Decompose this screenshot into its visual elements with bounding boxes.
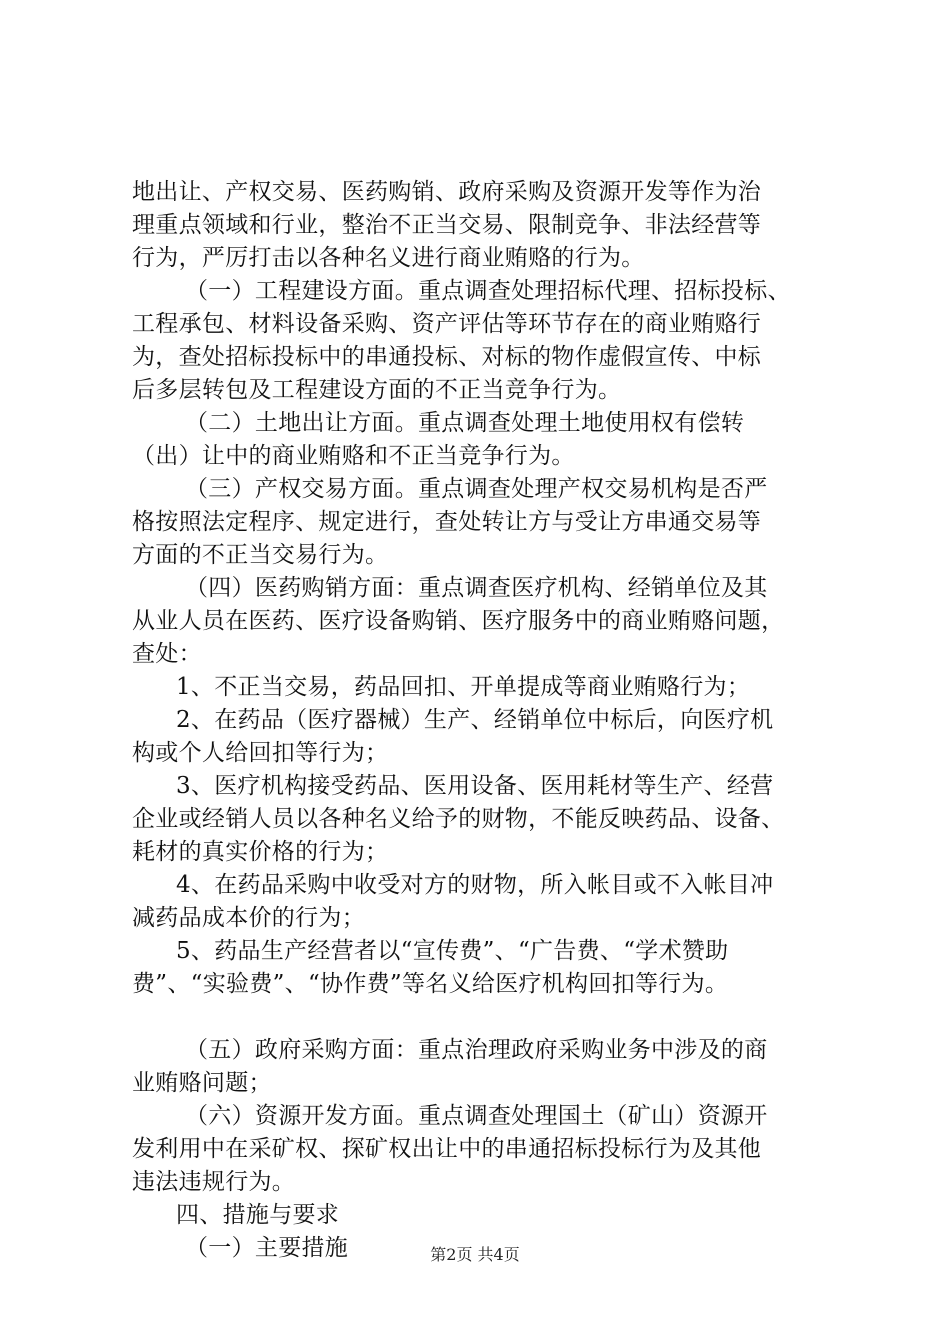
- text-line: 理重点领域和行业，整治不正当交易、限制竞争、非法经营等: [132, 212, 762, 238]
- text-line: 查处：: [132, 641, 202, 667]
- subsection-heading: （一）主要措施: [185, 1235, 349, 1261]
- text-line: 地出让、产权交易、医药购销、政府采购及资源开发等作为治: [132, 179, 762, 205]
- text-line: 违法违规行为。: [132, 1169, 296, 1195]
- document-body: [132, 176, 832, 1265]
- text-line: 从业人员在医药、医疗设备购销、医疗服务中的商业贿赂问题，: [132, 608, 785, 634]
- text-line: 为，查处招标投标中的串通投标、对标的物作虚假宣传、中标: [132, 344, 762, 370]
- text-line: 费”、“实验费”、“协作费”等名义给医疗机构回扣等行为。: [132, 971, 729, 997]
- text-line: 1、不正当交易，药品回扣、开单提成等商业贿赂行为；: [176, 674, 751, 700]
- text-line: 减药品成本价的行为；: [132, 905, 365, 931]
- text-line: （四）医药购销方面：重点调查医疗机构、经销单位及其: [185, 575, 768, 601]
- text-line: （六）资源开发方面。重点调查处理国土（矿山）资源开: [185, 1103, 768, 1129]
- text-line: （出）让中的商业贿赂和不正当竞争行为。: [132, 443, 575, 469]
- text-line: 5、药品生产经营者以“宣传费”、“广告费、“学术赞助: [176, 938, 729, 964]
- text-line: （五）政府采购方面：重点治理政府采购业务中涉及的商: [185, 1037, 768, 1063]
- text-line: （三）产权交易方面。重点调查处理产权交易机构是否严: [185, 476, 768, 502]
- text-line: 发利用中在采矿权、探矿权出让中的串通招标投标行为及其他: [132, 1136, 762, 1162]
- text-line: 构或个人给回扣等行为；: [132, 740, 389, 766]
- text-line: 后多层转包及工程建设方面的不正当竞争行为。: [132, 377, 622, 403]
- text-line: 业贿赂问题；: [132, 1070, 272, 1096]
- text-line: 4、在药品采购中收受对方的财物，所入帐目或不入帐目冲: [176, 872, 774, 898]
- page-number-footer: 第2页 共4页: [430, 1245, 520, 1264]
- paragraph-gap: [132, 1001, 832, 1034]
- text-line: 行为，严厉打击以各种名义进行商业贿赂的行为。: [132, 245, 645, 271]
- text-line: 企业或经销人员以各种名义给予的财物，不能反映药品、设备、: [132, 806, 785, 832]
- text-line: （一）工程建设方面。重点调查处理招标代理、招标投标、: [185, 278, 791, 304]
- text-line: 耗材的真实价格的行为；: [132, 839, 389, 865]
- text-line: 2、在药品（医疗器械）生产、经销单位中标后，向医疗机: [176, 707, 774, 733]
- text-line: （二）土地出让方面。重点调查处理土地使用权有偿转: [185, 410, 745, 436]
- text-line: 格按照法定程序、规定进行，查处转让方与受让方串通交易等: [132, 509, 762, 535]
- text-line: 方面的不正当交易行为。: [132, 542, 389, 568]
- text-line: 3、医疗机构接受药品、医用设备、医用耗材等生产、经营: [176, 773, 774, 799]
- section-heading: 四、措施与要求: [176, 1202, 340, 1228]
- text-line: 工程承包、材料设备采购、资产评估等环节存在的商业贿赂行: [132, 311, 762, 337]
